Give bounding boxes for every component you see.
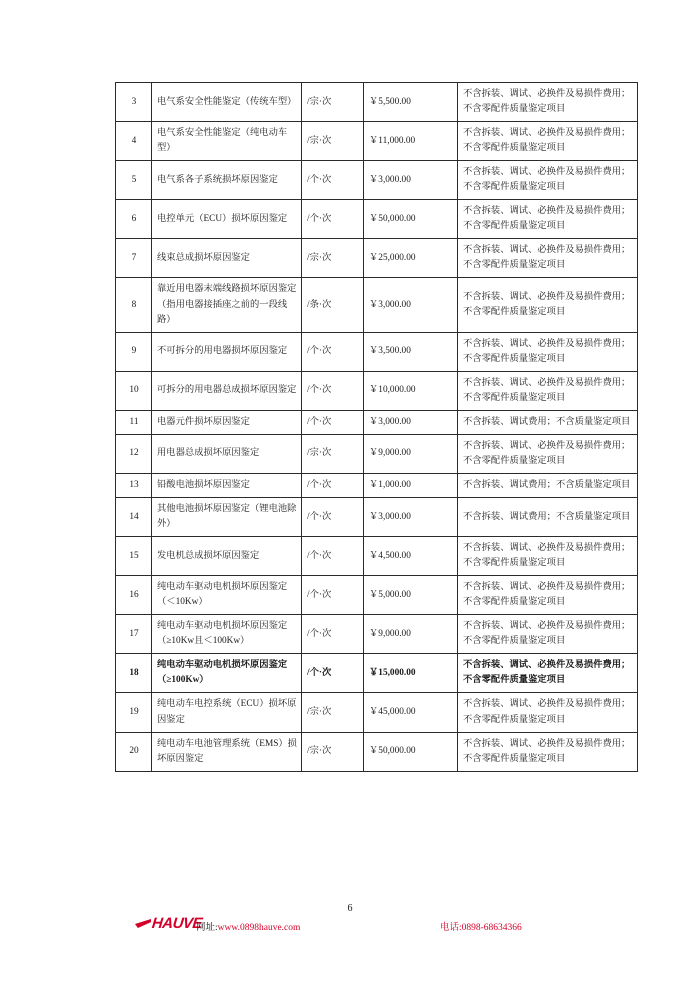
cell-fee: ￥4,500.00 (364, 537, 458, 576)
cell-item: 电气系各子系统损坏原因鉴定 (152, 161, 302, 200)
cell-index: 11 (116, 410, 152, 434)
cell-item: 可拆分的用电器总成损坏原因鉴定 (152, 371, 302, 410)
cell-item: 电控单元（ECU）损坏原因鉴定 (152, 200, 302, 239)
cell-index: 13 (116, 473, 152, 497)
cell-unit: /个·次 (302, 615, 364, 654)
cell-fee: ￥5,500.00 (364, 83, 458, 122)
cell-note: 不含拆装、调试、必换件及易损件费用；不含零配件质量鉴定项目 (458, 537, 638, 576)
cell-unit: /条·次 (302, 278, 364, 332)
cell-unit: /宗·次 (302, 693, 364, 732)
table-row (116, 473, 638, 497)
cell-index: 4 (116, 122, 152, 161)
cell-note: 不含拆装、调试、必换件及易损件费用；不含零配件质量鉴定项目 (458, 83, 638, 122)
cell-item: 纯电动车驱动电机损坏原因鉴定（≥100Kw） (152, 654, 302, 693)
cell-note: 不含拆装、调试费用；不含质量鉴定项目 (458, 497, 638, 536)
cell-item: 纯电动车电控系统（ECU）损坏原因鉴定 (152, 693, 302, 732)
cell-item: 线束总成损坏原因鉴定 (152, 239, 302, 278)
cell-note: 不含拆装、调试、必换件及易损件费用；不含零配件质量鉴定项目 (458, 122, 638, 161)
cell-unit: /个·次 (302, 473, 364, 497)
cell-note: 不含拆装、调试、必换件及易损件费用；不含零配件质量鉴定项目 (458, 278, 638, 332)
cell-fee: ￥15,000.00 (364, 654, 458, 693)
table-row (116, 732, 638, 771)
cell-fee: ￥3,000.00 (364, 161, 458, 200)
cell-note: 不含拆装、调试、必换件及易损件费用；不含零配件质量鉴定项目 (458, 200, 638, 239)
fee-schedule-table (115, 82, 638, 772)
cell-unit: /个·次 (302, 332, 364, 371)
cell-fee: ￥11,000.00 (364, 122, 458, 161)
cell-index: 12 (116, 434, 152, 473)
cell-fee: ￥3,000.00 (364, 497, 458, 536)
cell-note: 不含拆装、调试、必换件及易损件费用；不含零配件质量鉴定项目 (458, 576, 638, 615)
cell-note: 不含拆装、调试、必换件及易损件费用；不含零配件质量鉴定项目 (458, 161, 638, 200)
cell-index: 3 (116, 83, 152, 122)
cell-item: 铅酸电池损坏原因鉴定 (152, 473, 302, 497)
cell-unit: /个·次 (302, 576, 364, 615)
cell-fee: ￥10,000.00 (364, 371, 458, 410)
cell-item: 电器元件损坏原因鉴定 (152, 410, 302, 434)
cell-note: 不含拆装、调试、必换件及易损件费用；不含零配件质量鉴定项目 (458, 615, 638, 654)
cell-index: 16 (116, 576, 152, 615)
cell-item: 其他电池损坏原因鉴定（锂电池除外） (152, 497, 302, 536)
cell-index: 20 (116, 732, 152, 771)
table-row (116, 537, 638, 576)
footer-website (196, 919, 300, 933)
logo-text: HAUVE (151, 915, 203, 932)
cell-item: 发电机总成损坏原因鉴定 (152, 537, 302, 576)
cell-index: 10 (116, 371, 152, 410)
table-row (116, 239, 638, 278)
cell-unit: /宗·次 (302, 239, 364, 278)
footer-telephone: 电话:0898-68634366 (440, 923, 522, 933)
cell-fee: ￥3,000.00 (364, 410, 458, 434)
cell-note: 不含拆装、调试、必换件及易损件费用；不含零配件质量鉴定项目 (458, 434, 638, 473)
table-row (116, 83, 638, 122)
cell-fee: ￥50,000.00 (364, 732, 458, 771)
cell-note: 不含拆装、调试、必换件及易损件费用；不含零配件质量鉴定项目 (458, 693, 638, 732)
cell-note: 不含拆装、调试费用；不含质量鉴定项目 (458, 473, 638, 497)
cell-unit: /个·次 (302, 497, 364, 536)
table-row (116, 497, 638, 536)
table-row (116, 200, 638, 239)
cell-note: 不含拆装、调试、必换件及易损件费用；不含零配件质量鉴定项目 (458, 732, 638, 771)
cell-item: 纯电动车电池管理系统（EMS）损坏原因鉴定 (152, 732, 302, 771)
cell-fee: ￥3,500.00 (364, 332, 458, 371)
cell-unit: /个·次 (302, 371, 364, 410)
cell-index: 19 (116, 693, 152, 732)
cell-index: 15 (116, 537, 152, 576)
table-row (116, 371, 638, 410)
table-row (116, 693, 638, 732)
cell-index: 7 (116, 239, 152, 278)
cell-item: 电气系安全性能鉴定（传统车型） (152, 83, 302, 122)
cell-fee: ￥50,000.00 (364, 200, 458, 239)
cell-unit: /个·次 (302, 537, 364, 576)
cell-note: 不含拆装、调试费用；不含质量鉴定项目 (458, 410, 638, 434)
cell-index: 6 (116, 200, 152, 239)
cell-fee: ￥5,000.00 (364, 576, 458, 615)
cell-unit: /宗·次 (302, 83, 364, 122)
cell-index: 18 (116, 654, 152, 693)
cell-fee: ￥1,000.00 (364, 473, 458, 497)
cell-item: 不可拆分的用电器损坏原因鉴定 (152, 332, 302, 371)
cell-unit: /宗·次 (302, 122, 364, 161)
table-row (116, 654, 638, 693)
table-row (116, 332, 638, 371)
cell-fee: ￥25,000.00 (364, 239, 458, 278)
cell-note: 不含拆装、调试、必换件及易损件费用；不含零配件质量鉴定项目 (458, 332, 638, 371)
cell-item: 电气系安全性能鉴定（纯电动车型） (152, 122, 302, 161)
cell-item: 用电器总成损坏原因鉴定 (152, 434, 302, 473)
table-row (116, 410, 638, 434)
cell-fee: ￥3,000.00 (364, 278, 458, 332)
cell-note: 不含拆装、调试、必换件及易损件费用；不含零配件质量鉴定项目 (458, 371, 638, 410)
table-body (116, 83, 638, 772)
table-row (116, 122, 638, 161)
cell-item: 靠近用电器末端线路损坏原因鉴定（指用电器接插座之前的一段线路） (152, 278, 302, 332)
cell-note: 不含拆装、调试、必换件及易损件费用；不含零配件质量鉴定项目 (458, 654, 638, 693)
cell-fee: ￥9,000.00 (364, 434, 458, 473)
page-number: 6 (347, 903, 353, 914)
cell-fee: ￥45,000.00 (364, 693, 458, 732)
table-row (116, 434, 638, 473)
cell-unit: /个·次 (302, 200, 364, 239)
cell-note: 不含拆装、调试、必换件及易损件费用；不含零配件质量鉴定项目 (458, 239, 638, 278)
table-row (116, 278, 638, 332)
cell-index: 9 (116, 332, 152, 371)
cell-unit: /个·次 (302, 161, 364, 200)
cell-index: 14 (116, 497, 152, 536)
logo-swoosh-icon (135, 919, 151, 928)
company-logo (135, 915, 202, 932)
table-row (116, 161, 638, 200)
cell-unit: /个·次 (302, 654, 364, 693)
cell-index: 5 (116, 161, 152, 200)
cell-index: 8 (116, 278, 152, 332)
footer-website-url: www.0898hauve.com (217, 923, 301, 933)
cell-item: 纯电动车驱动电机损坏原因鉴定（≥10Kw且＜100Kw） (152, 615, 302, 654)
table-row (116, 576, 638, 615)
cell-unit: /个·次 (302, 410, 364, 434)
cell-item: 纯电动车驱动电机损坏原因鉴定（＜10Kw） (152, 576, 302, 615)
cell-unit: /宗·次 (302, 732, 364, 771)
cell-unit: /宗·次 (302, 434, 364, 473)
footer-website-label: 网址: (196, 923, 218, 933)
cell-fee: ￥9,000.00 (364, 615, 458, 654)
cell-index: 17 (116, 615, 152, 654)
table-row (116, 615, 638, 654)
